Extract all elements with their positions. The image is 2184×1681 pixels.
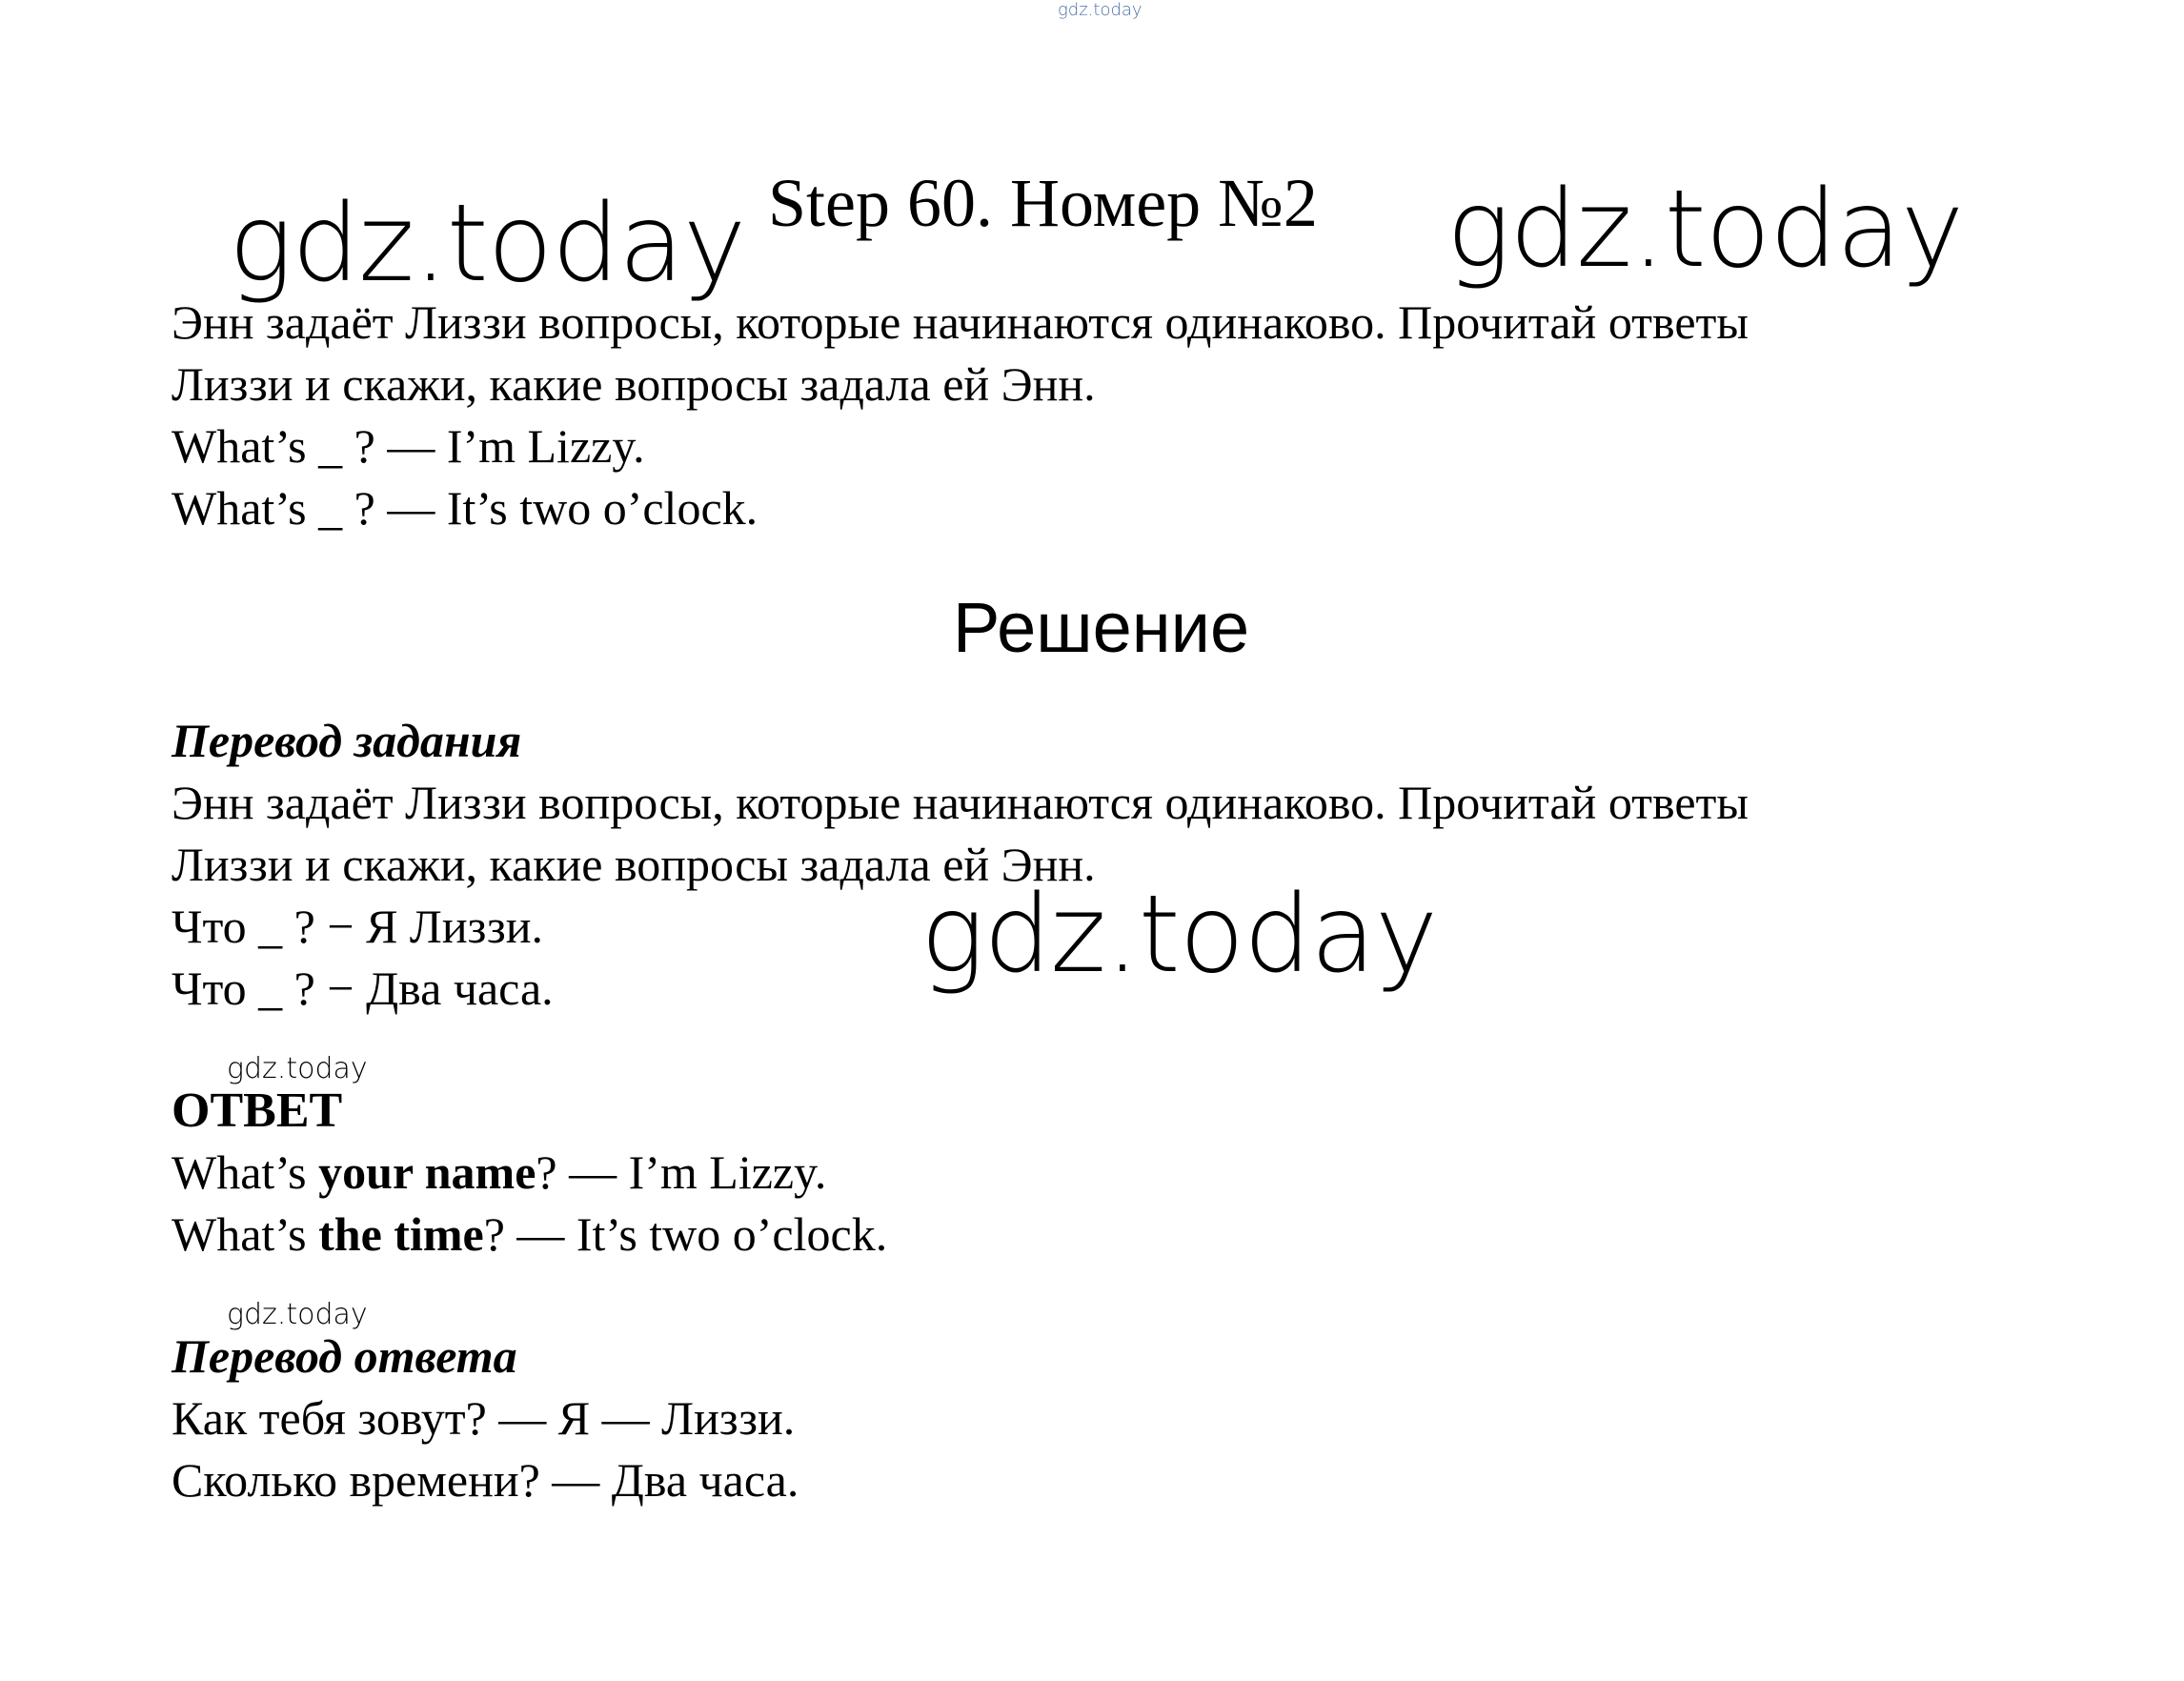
answer-line-2-bold: the time [318, 1207, 484, 1261]
answer-line-1 [172, 1145, 827, 1199]
answer-heading: ОТВЕТ [172, 1084, 343, 1138]
translation-line-4: Что _ ? − Два часа. [172, 962, 554, 1015]
translation-heading: Перевод задания [172, 714, 522, 767]
watermark-top: gdz.today [1058, 0, 1143, 20]
page-title: Step 60. Номер №2 [768, 165, 1318, 241]
answer-line-1-suffix: ? — I’m Lizzy. [536, 1145, 827, 1199]
task-line-4: What’s _ ? — It’s two o’clock. [172, 481, 758, 535]
task-line-3: What’s _ ? — I’m Lizzy. [172, 419, 645, 473]
watermark-middle: gdz.today [920, 873, 1438, 997]
watermark-small-2: gdz.today [227, 1298, 368, 1331]
task-line-1: Энн задаёт Лиззи вопросы, которые начинаются одинаково. Прочитай ответы [172, 295, 1749, 349]
watermark-right: gdz.today [1446, 168, 1964, 292]
solution-heading: Решение [953, 588, 1250, 667]
answer-line-2-suffix: ? — It’s two o’clock. [483, 1207, 888, 1261]
translation-line-1: Энн задаёт Лиззи вопросы, которые начинаются одинаково. Прочитай ответы [172, 776, 1749, 829]
task-line-2: Лиззи и скажи, какие вопросы задала ей Энн. [172, 357, 1096, 411]
answer-line-1-prefix: What’s [172, 1145, 319, 1199]
answer-line-2 [172, 1207, 888, 1261]
watermark-left: gdz.today [229, 182, 746, 306]
translation-line-2: Лиззи и скажи, какие вопросы задала ей Энн. [172, 838, 1096, 891]
watermark-small-1: gdz.today [227, 1052, 368, 1085]
answer-translation-line-2: Сколько времени? — Два часа. [172, 1453, 799, 1507]
answer-line-1-bold: your name [318, 1145, 536, 1199]
translation-line-3: Что _ ? − Я Лиззи. [172, 900, 543, 953]
answer-translation-heading: Перевод ответа [172, 1329, 517, 1383]
answer-translation-line-1: Как тебя зовут? — Я — Лиззи. [172, 1391, 796, 1445]
answer-line-2-prefix: What’s [172, 1207, 319, 1261]
